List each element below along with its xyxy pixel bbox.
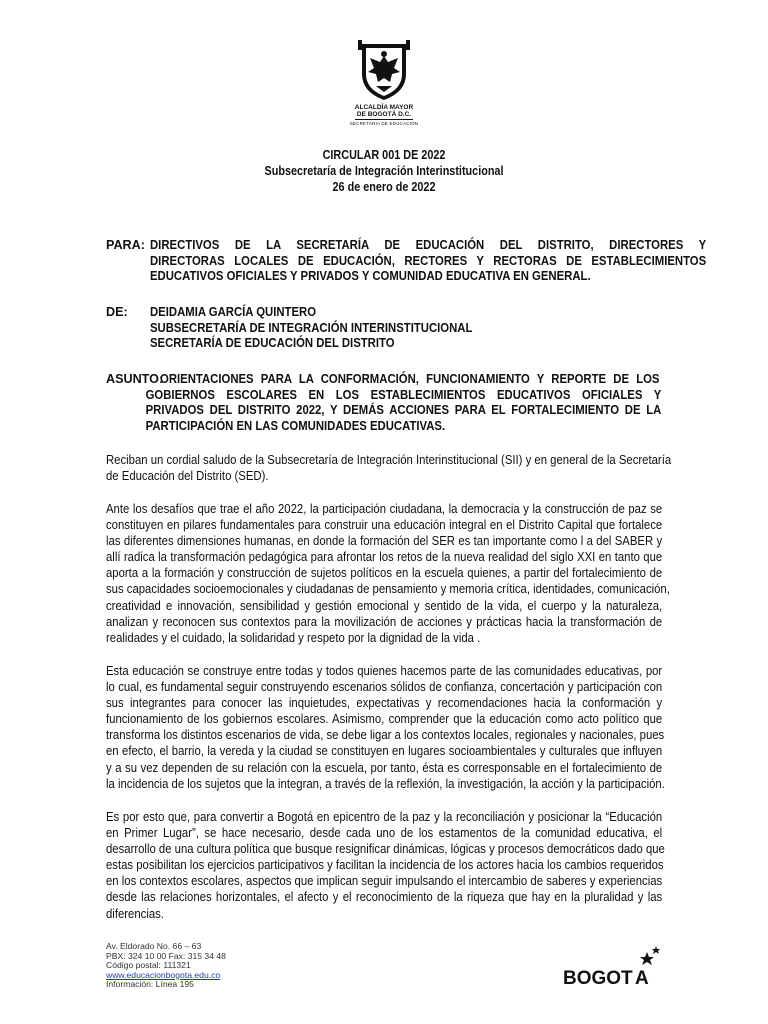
- asunto-line: PRIVADOS DEL DISTRITO 2022, Y DEMÁS ACCIONES PARA EL FORTALECIMIENTO DE LA: [145, 403, 662, 418]
- star-icon: [640, 952, 654, 965]
- de-label: DE:: [106, 305, 128, 319]
- bogota-brand-logo: [563, 944, 663, 992]
- paragraph-line: allí radica la transformación pedagógica para afrontar los retos de la nueva realidad del siglo XXI en tanto que: [106, 550, 663, 565]
- paragraph-line: desarrollo de una cultura política que busque resignificar dinámicas, lógicas y procesos democráticos dado que: [106, 842, 665, 857]
- paragraph-line: constituyen en pilares fundamentales para construir una educación integral en el Distrito Capital que fortalece: [106, 518, 663, 533]
- asunto-line: ORIENTACIONES PARA LA CONFORMACIÓN, FUNCIONAMIENTO Y REPORTE DE LOS: [160, 372, 660, 386]
- paragraph-line: la incidencia de los sujetos que la integran, a través de la reflexión, la investigación, la acción y la participación.: [106, 776, 665, 791]
- paragraph-bogota: [106, 809, 665, 922]
- paragraph-education: [106, 663, 665, 792]
- logo-text-line3: SECRETARÍA DE EDUCACIÓN: [349, 121, 419, 126]
- de-line: SECRETARÍA DE EDUCACIÓN DEL DISTRITO: [150, 336, 395, 351]
- de-line: DEIDAMIA GARCÍA QUINTERO: [150, 305, 317, 319]
- circular-subtitle: Subsecretaría de Integración Interinstitucional: [264, 164, 504, 178]
- paragraph-challenges: [106, 501, 670, 646]
- footer-info: Información: Línea 195: [106, 979, 194, 990]
- de-line: SUBSECRETARÍA DE INTEGRACIÓN INTERINSTITUCIONAL: [150, 320, 473, 335]
- paragraph-line: estas posibilitan los ejercicios participativos y facilitan la incidencia de los actores hacia los cambios requeridos: [106, 858, 664, 873]
- paragraph-line: sus capacidades socioemocionales y ciudadanas de pensamiento y memoria crítica, identidades, comunicación,: [106, 582, 670, 597]
- logo-divider: [355, 119, 413, 120]
- logo-text-line1: ALCALDÍA MAYOR: [354, 104, 414, 111]
- para-recipients: [150, 238, 706, 285]
- asunto-line: PARTICIPACIÓN EN LAS COMUNIDADES EDUCATIVAS.: [145, 419, 446, 434]
- asunto-line: GOBIERNOS ESCOLARES EN LOS ESTABLECIMIENTOS EDUCATIVOS OFICIALES Y: [145, 387, 662, 402]
- logo-text-line2: DE BOGOTÁ D.C.: [356, 111, 412, 118]
- footer-address: Av. Eldorado No. 66 – 63: [106, 941, 202, 951]
- bogota-brand-last-letter: A: [635, 968, 649, 989]
- paragraph-line: Reciban un cordial saludo de la Subsecretaría de Integración Interinstitucional (SII) y en general de la Secretaría: [106, 453, 672, 467]
- paragraph-line: desde las relaciones horizontales, el afecto y el reconocimiento de la riqueza que hay en la pluralidad y las: [106, 890, 663, 905]
- paragraph-line: lo cual, es fundamental seguir construyendo escenarios sólidos de confianza, concertación y participación con: [106, 680, 663, 695]
- paragraph-line: transforma los distintos escenarios de vida, se debe ligar a los contextos locales, regionales y nacionales, pues: [106, 728, 665, 743]
- paragraph-line: realidades y el cuidado, la solidaridad y respeto por la dignidad de la vida .: [106, 630, 481, 645]
- para-label: PARA:: [106, 238, 145, 252]
- circular-title: CIRCULAR 001 DE 2022: [322, 148, 446, 162]
- paragraph-line: Es por esto que, para convertir a Bogotá en epicentro de la paz y la reconciliación y posicionar la “Educación: [106, 810, 663, 824]
- paragraph-line: Esta educación se construye entre todas y todos quienes hacemos parte de las comunidades educativas, por: [106, 664, 663, 678]
- small-star-icon: [652, 946, 660, 954]
- paragraph-line: Ante los desafíos que trae el año 2022, la participación ciudadana, la democracia y la construcción de paz se: [106, 502, 663, 516]
- para-line: DIRECTIVOS DE LA SECRETARÍA DE EDUCACIÓN DEL DISTRITO, DIRECTORES Y: [150, 238, 707, 252]
- paragraph-line: diferencias.: [106, 906, 164, 921]
- bogota-brand-text: BOGOT: [563, 968, 633, 989]
- paragraph-line: sus integrantes para conocer las inquietudes, expectativas y recomendaciones hacia la conformación y: [106, 696, 663, 711]
- paragraph-line: en Primer Lugar”, se hace necesario, desde cada uno de los estamentos de la comunidad educativa, el: [106, 826, 663, 841]
- para-line: DIRECTORAS LOCALES DE EDUCACIÓN, RECTORES Y RECTORAS DE ESTABLECIMIENTOS: [150, 253, 707, 268]
- paragraph-line: y a su vez dependen de su relación con la escuela, por tanto, ésta es corresponsable en el fortalecimiento de: [106, 760, 663, 775]
- para-line: EDUCATIVOS OFICIALES Y PRIVADOS Y COMUNIDAD EDUCATIVA EN GENERAL.: [150, 269, 591, 284]
- paragraph-line: funcionamiento de los gobiernos escolares. Asimismo, comprender que la educación como acto político que: [106, 712, 663, 727]
- circular-date: 26 de enero de 2022: [332, 180, 436, 194]
- asunto-label: ASUNTO:: [106, 372, 164, 386]
- paragraph-line: en efecto, el barrio, la vereda y la ciudad se constituyen en lugares socioambientales y culturales que influyen: [106, 744, 663, 759]
- bogota-coat-of-arms-icon: [352, 40, 416, 102]
- paragraph-line: creatividad e innovación, sensibilidad y gestión emocional y sentido de la vida, el cuerpo y la naturaleza,: [106, 598, 663, 613]
- paragraph-line: las diferentes dimensiones humanas, en donde la formación del SER es tan importante como l a del SABER y: [106, 534, 663, 549]
- paragraph-line: en los contextos escolares, aspectos que implican seguir impulsando el intercambio de saberes y experiencias: [106, 874, 663, 889]
- footer-website-link[interactable]: www.educacionbogota.edu.co: [106, 969, 221, 980]
- paragraph-line: aporta a la formación y construcción de sujetos políticos en la escuela quienes, a partir del fortalecimiento de: [106, 566, 663, 581]
- footer-contact: [106, 942, 226, 990]
- paragraph-line: de Educación del Distrito (SED).: [106, 469, 269, 484]
- de-sender: [150, 305, 706, 352]
- paragraph-line: analizan y reconocen sus contextos para la movilización de acciones y prácticas hacia la transformación de: [106, 614, 663, 629]
- asunto-subject: [106, 372, 662, 435]
- footer-postal: Código postal: 111321: [106, 960, 191, 971]
- paragraph-greeting: [106, 452, 672, 484]
- footer-phone: PBX: 324 10 00 Fax: 315 34 48: [106, 950, 226, 961]
